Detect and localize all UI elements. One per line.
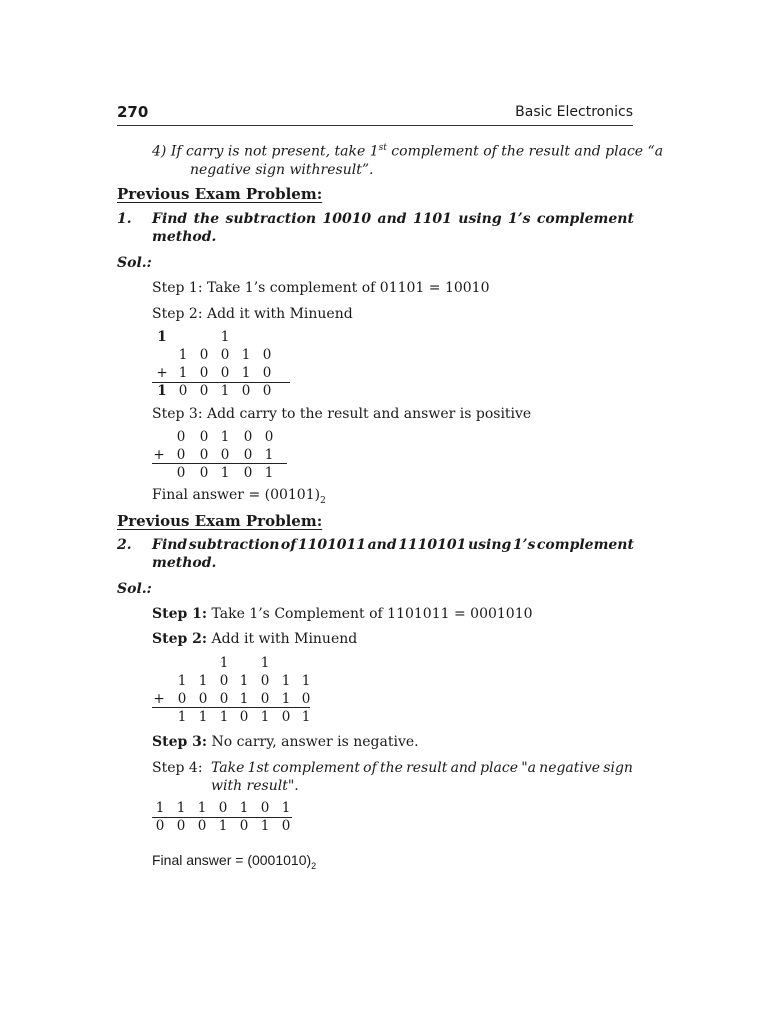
s1-step-1: Step 1: Take 1’s complement of 01101 = 10010 <box>152 280 490 296</box>
calc-4: 1 1 1 0 1 0 1 0 0 0 1 0 1 0 <box>152 800 297 836</box>
s2-step-1: Step 1: Take 1’s Complement of 1101011 = 0001010 <box>152 606 533 622</box>
intro-line-2: negative sign withresult”. <box>190 162 374 178</box>
calc-2: 0 0 1 0 0 + 0 0 0 0 1 0 0 1 0 1 <box>152 429 292 483</box>
running-title: Basic Electronics <box>515 104 633 120</box>
sol-label-1: Sol.: <box>117 255 152 271</box>
question-2-line-2: method. <box>152 555 217 571</box>
s2-step-2: Step 2: Add it with Minuend <box>152 631 358 647</box>
section-2-heading: Previous Exam Problem: <box>117 512 323 530</box>
section-1-heading: Previous Exam Problem: <box>117 185 323 203</box>
calc-2-rule <box>152 463 287 464</box>
question-1-line-2: method. <box>152 229 217 245</box>
header-rule <box>117 125 633 126</box>
question-2-number: 2. <box>117 537 132 553</box>
s2-step-3: Step 3: No carry, answer is negative. <box>152 734 419 750</box>
page-number: 270 <box>117 103 149 121</box>
s2-step-4-line-2: with result". <box>211 778 299 794</box>
s1-final-answer: Final answer = $(00101)_2$ <box>152 487 326 506</box>
question-1-line-1: Find the subtraction 10010 and 1101 using 1’s complement <box>152 211 634 227</box>
calc-1: 1 1 1 0 0 1 0 + 1 0 0 1 0 1 0 0 1 0 0 <box>152 329 292 401</box>
question-1-number: 1. <box>117 211 132 227</box>
s2-step-4-line-1: Take 1st complement of the result and place "a negative sign <box>211 760 633 776</box>
calc-3: 1 1 1 1 0 1 0 1 1 + 0 0 0 1 0 1 0 1 1 1 0 1 0 1 <box>153 655 311 725</box>
intro-line-1: 4) If carry is not present, take 1st complement of the result and place “a <box>152 143 664 160</box>
s1-step-2: Step 2: Add it with Minuend <box>152 306 353 322</box>
s2-step-4-label: Step 4: <box>152 760 203 776</box>
s1-step-3: Step 3: Add carry to the result and answer is positive <box>152 406 532 422</box>
sol-label-2: Sol.: <box>117 581 152 597</box>
s2-final-answer: Final answer = $(0001010)_2$ <box>152 852 317 871</box>
calc-3-rule <box>152 707 310 708</box>
question-2-line-1: Find subtraction of 1101011 and 1110101 using 1’s complement <box>152 537 634 553</box>
